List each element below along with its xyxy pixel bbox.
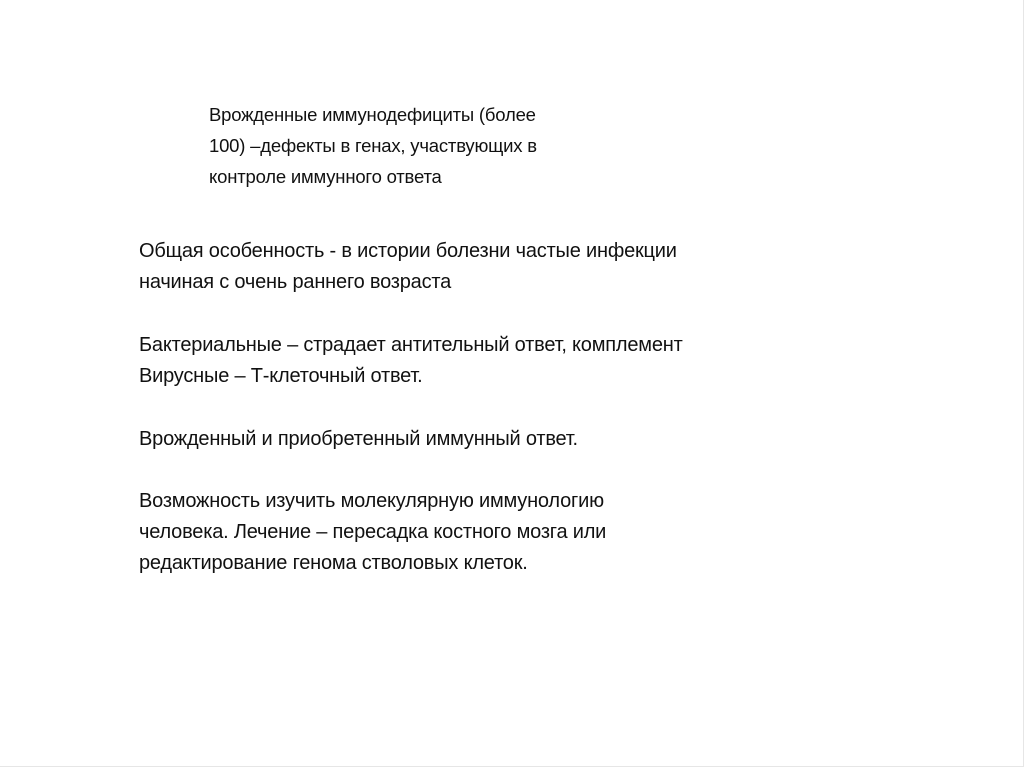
body-line: Врожденный и приобретенный иммунный ответ. xyxy=(139,428,578,450)
body-line: Бактериальные – страдает антительный ответ, комплемент xyxy=(139,334,683,356)
body-line: Возможность изучить молекулярную иммунологию xyxy=(139,490,604,512)
body-line: начиная с очень раннего возраста xyxy=(139,271,452,293)
body-line: Общая особенность - в истории болезни частые инфекции xyxy=(139,240,677,262)
title-line: 100) –дефекты в генах, участвующих в xyxy=(209,135,537,156)
body-line: Вирусные – Т-клеточный ответ. xyxy=(139,365,423,387)
title-line: Врожденные иммунодефициты (более xyxy=(209,104,536,125)
body-line: редактирование генома стволовых клеток. xyxy=(139,552,528,574)
title-line: контроле иммунного ответа xyxy=(209,166,442,187)
body-line: человека. Лечение – пересадка костного мозга или xyxy=(139,521,607,543)
